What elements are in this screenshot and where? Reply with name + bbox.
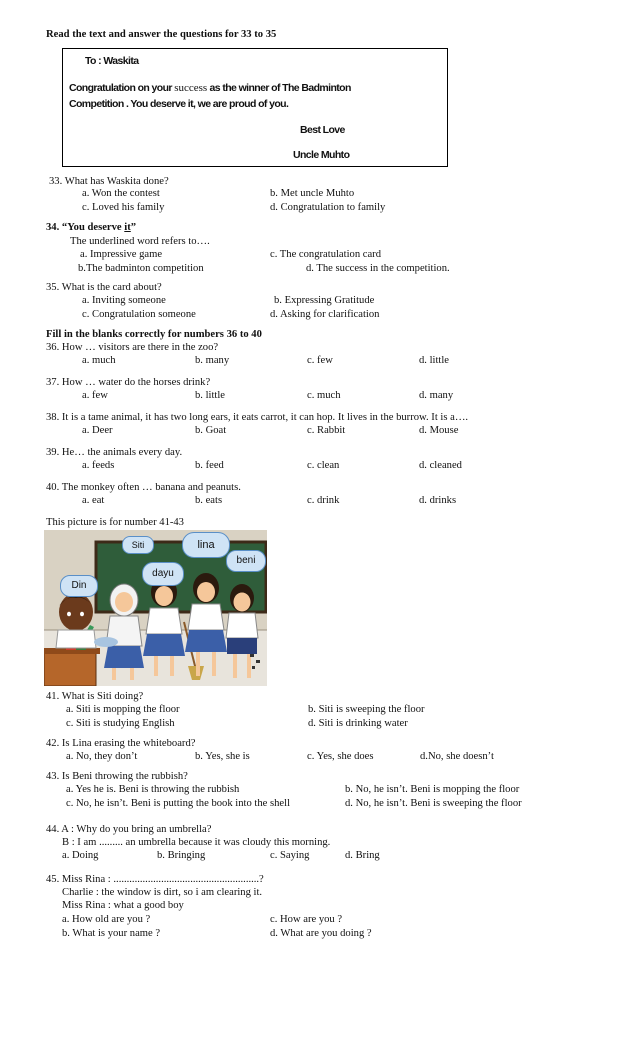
q34-pre: 34. “You deserve (46, 222, 125, 233)
card-line-1-a: Congratulation on your (69, 82, 172, 94)
q36-option-c[interactable]: c. few (307, 355, 333, 366)
q34-option-b[interactable]: b.The badminton competition (78, 263, 204, 274)
q36-option-d[interactable]: d. little (419, 355, 450, 366)
q42-option-c[interactable]: c. Yes, she does (307, 751, 374, 762)
instruction-heading: Read the text and answer the questions for 33 to 35 (46, 29, 277, 40)
q41-option-b[interactable]: b. Siti is sweeping the floor (308, 704, 425, 715)
question-45: 45. Miss Rina : .......................................................? (46, 874, 264, 885)
q41-option-a[interactable]: a. Siti is mopping the floor (66, 704, 180, 715)
question-40: 40. The monkey often … banana and peanuts. (46, 482, 241, 493)
label-lina: lina (182, 532, 230, 558)
q39-option-c[interactable]: c. clean (307, 460, 340, 471)
q44-option-a[interactable]: a. Doing (62, 850, 99, 861)
q34-option-d[interactable]: d. The success in the competition. (306, 263, 450, 274)
q34-post: ” (130, 222, 137, 233)
q34-option-c[interactable]: c. The congratulation card (270, 249, 381, 260)
q45-line-3: Miss Rina : what a good boy (62, 900, 184, 911)
q33-option-a[interactable]: a. Won the contest (82, 188, 160, 199)
q45-option-d[interactable]: d. What are you doing ? (270, 928, 372, 939)
question-44-b: B : I am ......... an umbrella because it was cloudy this morning. (62, 837, 331, 848)
q34-underlined: it (124, 222, 131, 233)
question-38: 38. It is a tame animal, it has two long ears, it eats carrot, it can hop. It lives in the burrow. It is a…. (46, 412, 469, 423)
q33-option-b[interactable]: b. Met uncle Muhto (270, 188, 355, 199)
q35-option-b[interactable]: b. Expressing Gratitude (274, 295, 375, 306)
card-line-1-b: success (174, 82, 208, 94)
q33-option-d[interactable]: d. Congratulation to family (270, 202, 386, 213)
greeting-card (62, 48, 448, 167)
q35-option-c[interactable]: c. Congratulation someone (82, 309, 196, 320)
fill-heading: Fill in the blanks correctly for numbers 36 to 40 (46, 329, 262, 340)
q40-option-a[interactable]: a. eat (82, 495, 105, 506)
label-dayu: dayu (142, 562, 184, 586)
card-line-1-c: as the winner of The Badminton (209, 82, 351, 94)
q34-option-a[interactable]: a. Impressive game (80, 249, 163, 260)
q37-option-a[interactable]: a. few (82, 390, 108, 401)
q37-option-c[interactable]: c. much (307, 390, 341, 401)
question-36: 36. How … visitors are there in the zoo? (46, 342, 219, 353)
q43-option-a[interactable]: a. Yes he is. Beni is throwing the rubbish (66, 784, 240, 795)
q45-option-a[interactable]: a. How old are you ? (62, 914, 151, 925)
q37-option-b[interactable]: b. little (195, 390, 226, 401)
card-closing: Best Love (300, 124, 345, 136)
label-beni: beni (226, 550, 266, 572)
q38-option-b[interactable]: b. Goat (195, 425, 227, 436)
q43-option-c[interactable]: c. No, he isn’t. Beni is putting the book into the shell (66, 798, 291, 809)
q43-option-b[interactable]: b. No, he isn’t. Beni is mopping the floor (345, 784, 520, 795)
q37-option-d[interactable]: d. many (419, 390, 454, 401)
q39-option-d[interactable]: d. cleaned (419, 460, 462, 471)
q42-option-d[interactable]: d.No, she doesn’t (420, 751, 494, 762)
q40-option-d[interactable]: d. drinks (419, 495, 457, 506)
card-signature: Uncle Muhto (293, 149, 350, 161)
q39-option-a[interactable]: a. feeds (82, 460, 115, 471)
question-37: 37. How … water do the horses drink? (46, 377, 211, 388)
q40-option-c[interactable]: c. drink (307, 495, 340, 506)
question-44-a: 44. A : Why do you bring an umbrella? (46, 824, 212, 835)
q35-option-d[interactable]: d. Asking for clarification (270, 309, 380, 320)
classroom-illustration (44, 530, 267, 686)
q38-option-a[interactable]: a. Deer (82, 425, 113, 436)
question-41: 41. What is Siti doing? (46, 691, 144, 702)
q44-option-b[interactable]: b. Bringing (157, 850, 206, 861)
question-35: 35. What is the card about? (46, 282, 162, 293)
q40-option-b[interactable]: b. eats (195, 495, 223, 506)
q35-option-a[interactable]: a. Inviting someone (82, 295, 166, 306)
card-recipient: To : Waskita (85, 55, 139, 67)
q36-option-b[interactable]: b. many (195, 355, 230, 366)
q38-option-d[interactable]: d. Mouse (419, 425, 459, 436)
q44-option-c[interactable]: c. Saying (270, 850, 310, 861)
card-line-2: Competition . You deserve it, we are proud of you. (69, 98, 289, 110)
q36-option-a[interactable]: a. much (82, 355, 116, 366)
card-line-1 (69, 82, 351, 94)
question-43: 43. Is Beni throwing the rubbish? (46, 771, 188, 782)
question-34 (46, 221, 136, 234)
question-39: 39. He… the animals every day. (46, 447, 183, 458)
question-33: 33. What has Waskita done? (49, 176, 169, 187)
q42-option-a[interactable]: a. No, they don’t (66, 751, 138, 762)
q41-option-c[interactable]: c. Siti is studying English (66, 718, 175, 729)
q41-option-d[interactable]: d. Siti is drinking water (308, 718, 408, 729)
question-42: 42. Is Lina erasing the whiteboard? (46, 738, 196, 749)
q45-line-2: Charlie : the window is dirt, so i am clearing it. (62, 887, 263, 898)
q38-option-c[interactable]: c. Rabbit (307, 425, 346, 436)
q43-option-d[interactable]: d. No, he isn’t. Beni is sweeping the floor (345, 798, 522, 809)
label-din: Din (60, 575, 98, 597)
q44-option-d[interactable]: d. Bring (345, 850, 380, 861)
q39-option-b[interactable]: b. feed (195, 460, 224, 471)
q42-option-b[interactable]: b. Yes, she is (195, 751, 250, 762)
label-siti: Siti (122, 536, 154, 554)
q45-option-c[interactable]: c. How are you ? (270, 914, 343, 925)
q45-option-b[interactable]: b. What is your name ? (62, 928, 161, 939)
q33-option-c[interactable]: c. Loved his family (82, 202, 165, 213)
q34-subtext: The underlined word refers to…. (70, 236, 210, 247)
picture-caption: This picture is for number 41-43 (46, 517, 184, 528)
